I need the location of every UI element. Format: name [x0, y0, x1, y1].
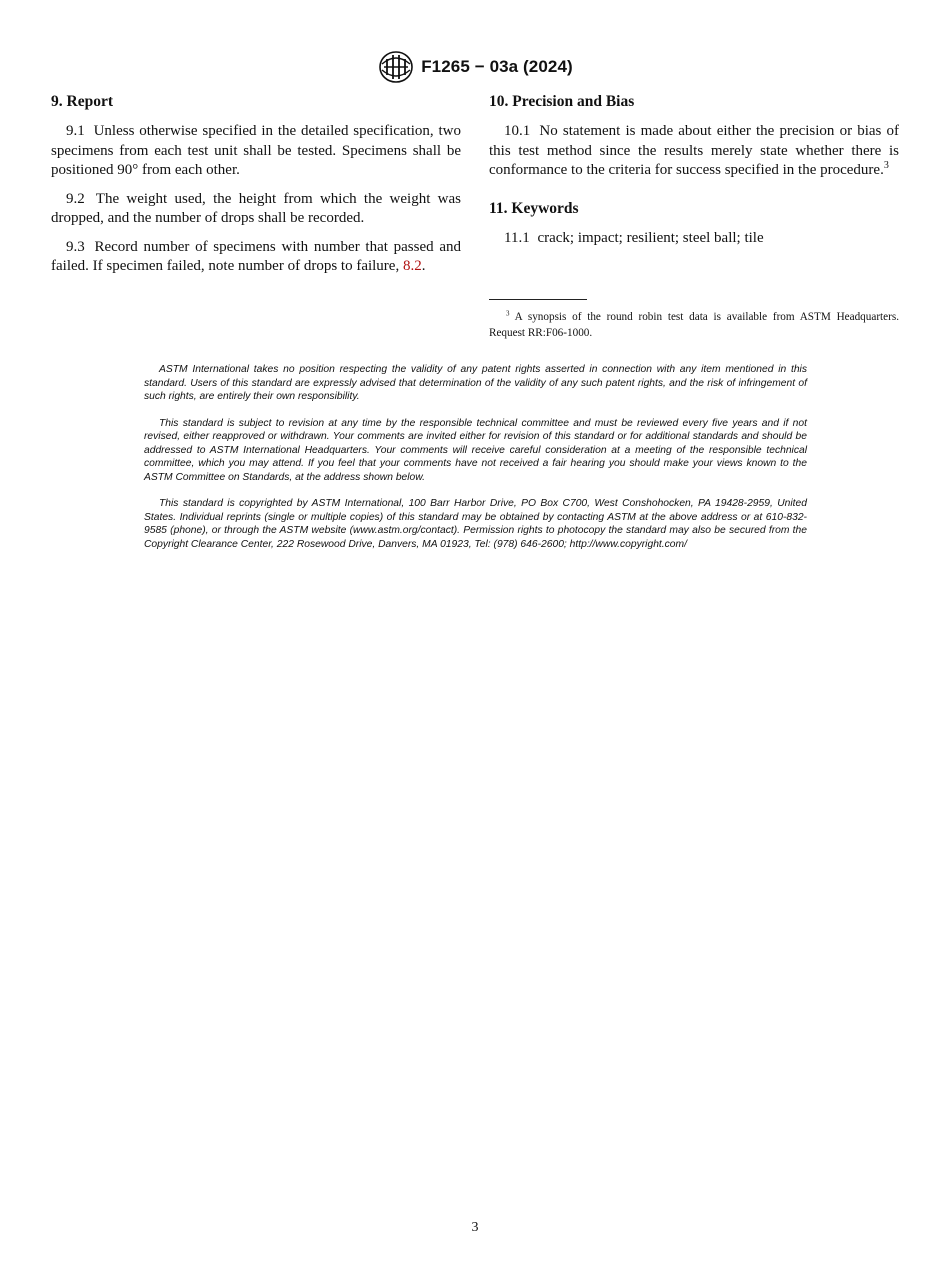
section-heading-keywords: 11. Keywords — [489, 199, 579, 217]
paragraph-text: Record number of specimens with number that passed and failed. If specimen failed, note number of drops to failure, — [51, 238, 462, 274]
paragraph-number: 9.2 — [66, 190, 85, 207]
legal-notices — [144, 363, 807, 564]
paragraph-text: Unless otherwise specified in the detailed specification, two specimens from each test unit shall be tested. Specimens shall be positioned 90° from each other. — [51, 123, 462, 178]
revision-notice: This standard is subject to revision at any time by the responsible technical committee and must be reviewed every five years and if not revised, either reapproved or withdrawn. Your comments are invited either for revision of this standard or for additional standards and should be addressed to ASTM International Headquarters. Your comments will receive careful consideration at a meeting of the responsible technical committee, which you may attend. If you feel that your comments have not received a fair hearing you should make your views known to the ASTM Committee on Standards, at the address shown below. — [144, 417, 807, 483]
paragraph-end: . — [421, 258, 426, 274]
footnote-divider — [489, 299, 587, 300]
section-heading-report: 9. Report — [51, 93, 113, 110]
page-number: 3 — [471, 1220, 479, 1235]
paragraph-number: 9.1 — [66, 123, 85, 139]
footnote — [489, 310, 899, 341]
paragraph-9-2 — [51, 190, 461, 229]
astm-logo-icon — [377, 50, 415, 84]
paragraph-11-1 — [489, 229, 899, 249]
patent-notice: ASTM International takes no position respecting the validity of any patent rights asserted in connection with any item mentioned in this standard. Users of this standard are expressly advised that determination of the validity of any such patent rights, and the risk of infringement of such rights, are entirely their own responsibility. — [144, 364, 807, 402]
paragraph-10-1 — [489, 122, 899, 181]
paragraph-9-3 — [51, 238, 461, 277]
section-heading-precision-bias: 10. Precision and Bias — [489, 93, 635, 110]
copyright-notice: This standard is copyrighted by ASTM International, 100 Barr Harbor Drive, PO Box C700, West Conshohocken, PA 19428-2959, United States. Individual reprints (single or multiple copies) of this standard may be obtained by contacting ASTM at the above address or at 610-832-9585 (phone), or through the ASTM website (www.astm.org/contact). Permission rights to photocopy the standard may also be secured from the Copyright Clearance Center, 222 Rosewood Drive, Danvers, MA 01923, Tel: (978) 646-2600; http://www.copyright.com/ — [144, 498, 807, 550]
right-column — [489, 92, 899, 257]
paragraph-number: 10.1 — [504, 123, 531, 139]
footnote-text: A synopsis of the round robin test data is available from ASTM Headquarters. Request RR:F06-1000. — [489, 311, 899, 339]
paragraph-number: 9.3 — [66, 238, 85, 255]
paragraph-text: No statement is made about either the precision or bias of this test method since the results merely state whether there is conformance to the criteria for success specified in the procedure. — [489, 123, 900, 178]
document-designation: F1265 − 03a (2024) — [421, 57, 573, 76]
paragraph-text: The weight used, the height from which the weight was dropped, and the number of drops shall be recorded. — [51, 190, 461, 226]
keywords-text: crack; impact; resilient; steel ball; tile — [537, 229, 764, 246]
left-column — [51, 92, 461, 286]
footnote-reference[interactable]: 3 — [883, 160, 889, 171]
paragraph-9-1 — [51, 122, 461, 181]
paragraph-number: 11.1 — [504, 229, 530, 246]
section-link-8-2[interactable]: 8.2 — [402, 258, 422, 274]
page-header — [0, 50, 950, 84]
footnote-marker: 3 — [506, 309, 510, 318]
